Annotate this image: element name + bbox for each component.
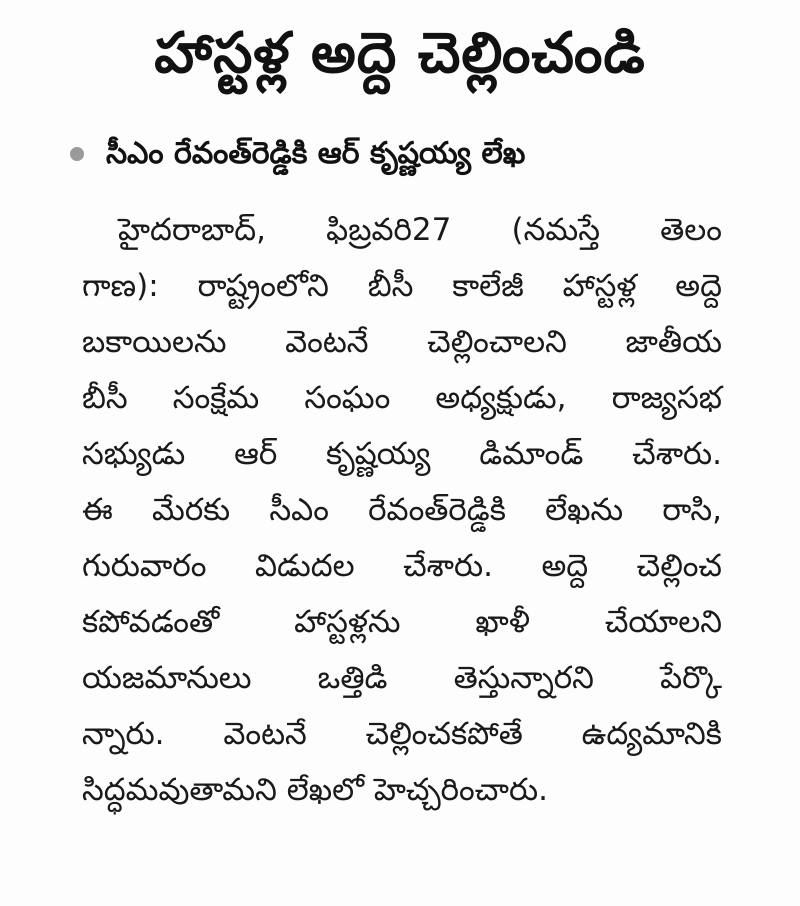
subheadline-row [70,126,525,182]
article-body [82,202,722,818]
body-line: గాణ): రాష్ట్రంలోని బీసీ కాలేజీ హాస్టళ్ల అద్దె [82,268,722,304]
body-line: న్నారు. వెంటనే చెల్లించకపోతే ఉద్యమానికి [82,716,722,752]
body-line: సభ్యుడు ఆర్ కృష్ణయ్య డిమాండ్ చేశారు. [82,436,722,472]
bullet-icon [70,147,84,161]
body-line: గురువారం విడుదల చేశారు. అద్దె చెల్లించ [82,548,722,584]
body-line: హైదరాబాద్, ఫిబ్రవరి27 (నమస్తే తెలం [118,212,722,248]
body-line: యజమానులు ఒత్తిడి తెస్తున్నారని పేర్కొ [82,660,722,696]
body-line: సిద్ధమవుతామని లేఖలో హెచ్చరించారు. [82,772,548,808]
subheadline: సీఎం రేవంత్‌రెడ్డికి ఆర్ కృష్ణయ్య లేఖ [106,136,526,171]
body-line: బీసీ సంక్షేమ సంఘం అధ్యక్షుడు, రాజ్యసభ [82,380,722,416]
headline: హాస్టళ్ల అద్దె చెల్లించండి [154,21,646,86]
body-line: ఈ మేరకు సీఎం రేవంత్‌రెడ్డికి లేఖను రాసి, [82,492,722,528]
body-line: బకాయిలను వెంటనే చెల్లించాలని జాతీయ [82,324,722,360]
body-line: కపోవడంతో హాస్టళ్లను ఖాళీ చేయాలని [82,604,722,640]
